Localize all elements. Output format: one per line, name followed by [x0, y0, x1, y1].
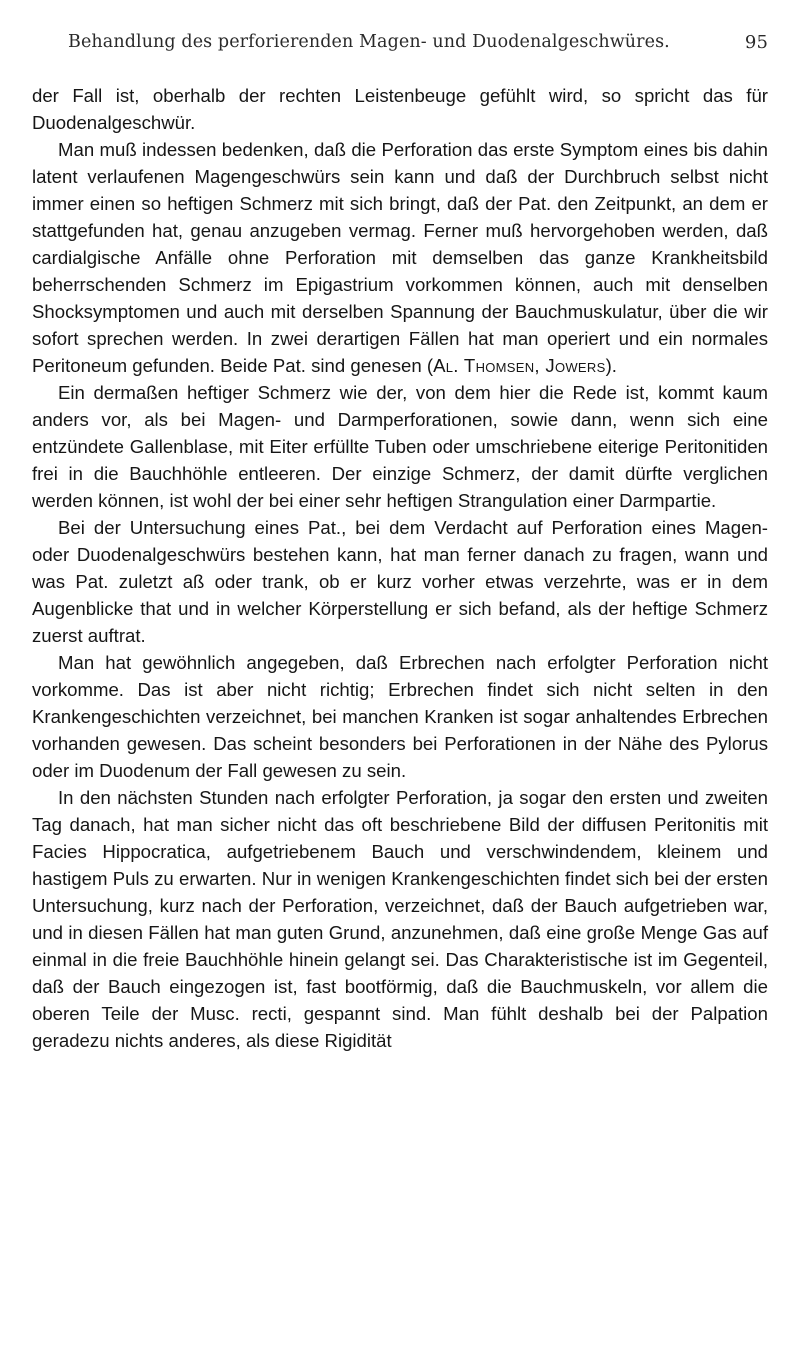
running-head-title: Behandlung des perforierenden Magen- und Duodenalgeschwüres.	[68, 32, 670, 52]
paragraph-5: Man hat gewöhnlich angegeben, daß Erbrechen nach erfolgter Perforation nicht vorkomme. Das ist aber nicht richtig; Erbrechen findet sich nicht selten in den Krankengeschichten verzeichnet, bei manchen Kranken ist sogar anhaltendes Erbrechen vorhanden gewesen. Das scheint besonders bei Perforationen in der Nähe des Pylorus oder im Duodenum der Fall gewesen zu sein.	[32, 652, 768, 781]
paragraph-1: der Fall ist, oberhalb der rechten Leistenbeuge gefühlt wird, so spricht das für Duodenalgeschwür.	[32, 85, 768, 133]
paragraph-2-end: ).	[605, 355, 617, 376]
citation-authors: Al. Thomsen, Jowers	[433, 355, 606, 376]
page-number: 95	[744, 32, 768, 53]
paragraph-2-text: Man muß indessen bedenken, daß die Perforation das erste Symptom eines bis dahin latent verlaufenen Magengeschwürs sein kann und daß der Durchbruch selbst nicht immer einen so heftigen Schmerz mit sich bringt, daß der Pat. den Zeitpunkt, an dem er stattgefunden hat, genau anzugeben vermag. Ferner muß hervorgehoben werden, daß cardialgische Anfälle ohne Perforation mit demselben das ganze Krankheitsbild beherrschenden Schmerz im Epigastrium vorkommen können, auch mit denselben Shocksymptomen und auch mit derselben Spannung der Bauchmuskulatur, über die wir sofort sprechen werden. In zwei derartigen Fällen hat man operiert und ein normales Peritoneum gefunden. Beide Pat. sind genesen (	[32, 139, 768, 376]
paragraph-2	[32, 136, 768, 379]
paragraph-6: In den nächsten Stunden nach erfolgter Perforation, ja sogar den ersten und zweiten Tag danach, hat man sicher nicht das oft beschriebene Bild der diffusen Peritonitis mit Facies Hippocratica, aufgetriebenem Bauch und verschwindendem, kleinem und hastigem Puls zu erwarten. Nur in wenigen Krankengeschichten findet sich bei der ersten Untersuchung, kurz nach der Perforation, verzeichnet, daß der Bauch aufgetrieben war, und in diesen Fällen hat man guten Grund, anzunehmen, daß eine große Menge Gas auf einmal in die freie Bauchhöhle hinein gelangt sei. Das Charakteristische ist im Gegenteil, daß der Bauch eingezogen ist, fast bootförmig, daß die Bauchmuskeln, vor allem die oberen Teile der Musc. recti, gespannt sind. Man fühlt deshalb bei der Palpation geradezu nichts anderes, als diese Rigidität	[32, 787, 768, 1051]
book-page	[32, 28, 768, 1054]
running-header	[32, 28, 768, 58]
paragraph-3: Ein dermaßen heftiger Schmerz wie der, von dem hier die Rede ist, kommt kaum anders vor, als bei Magen- und Darmperforationen, sowie dann, wenn sich eine entzündete Gallenblase, mit Eiter erfüllte Tuben oder umschriebene eiterige Peritonitiden frei in die Bauchhöhle entleeren. Der einzige Schmerz, der damit dürfte verglichen werden können, ist wohl der bei einer sehr heftigen Strangulation einer Darmpartie.	[32, 382, 768, 511]
paragraph-4: Bei der Untersuchung eines Pat., bei dem Verdacht auf Perforation eines Magen- oder Duodenalgeschwürs bestehen kann, hat man ferner danach zu fragen, wann und was Pat. zuletzt aß oder trank, ob er kurz vorher etwas verzehrte, was er in dem Augenblicke that und in welcher Körperstellung er sich befand, als der heftige Schmerz zuerst auftrat.	[32, 517, 768, 646]
body-text	[32, 82, 768, 1054]
